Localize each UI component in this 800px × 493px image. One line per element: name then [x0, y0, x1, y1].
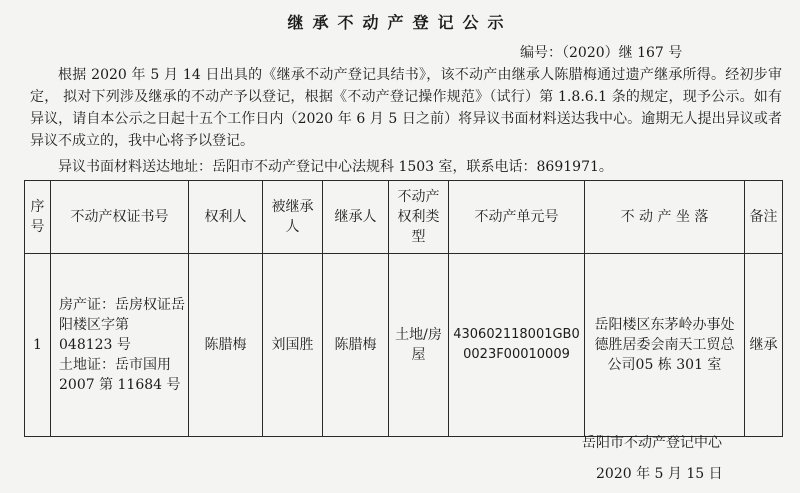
header-heir: 继承人: [323, 181, 389, 254]
header-remark: 备注: [745, 181, 783, 254]
cell-deceased: 刘国胜: [263, 254, 323, 437]
cert-land: 土地证：岳市国用 2007 第 11684 号: [59, 357, 181, 393]
cell-cert: [51, 254, 189, 437]
issue-date: 2020 年 5 月 15 日: [596, 466, 723, 482]
header-seq: 序号: [25, 181, 51, 254]
cell-owner: 陈腊梅: [189, 254, 263, 437]
cell-right-type: 土地/房屋: [389, 254, 449, 437]
cert-house: 房产证：岳房权证岳阳楼区字第 048123 号: [59, 297, 185, 353]
header-right-type: 不动产权利类型: [389, 181, 449, 254]
cell-location: 岳阳楼区东茅岭办事处德胜居委会南天工贸总公司05 栋 301 室: [585, 254, 745, 437]
issuing-organization: 岳阳市不动产登记中心: [582, 435, 722, 451]
table-header-row: [25, 181, 783, 254]
cell-heir: 陈腊梅: [323, 254, 389, 437]
notice-paragraph: 根据 2020 年 5 月 14 日出具的《继承不动产登记具结书》，该不动产由继承人陈腊梅通过遗产继承所得。经初步审定， 拟对下列涉及继承的不动产予以登记，根据《不动产登记操作规范》（试行）第 1.8.6.1 条的规定，现予公示。如有异议，请自本公示之日起十五个工作日内（2020 年 6 月 5 日之前）将异议书面材料送达我中心。逾期无人提出异议或者异议不成立的，我中心将予以登记。: [30, 67, 782, 149]
header-cert: 不动产权证书号: [51, 181, 189, 254]
header-location: 不 动 产 坐 落: [585, 181, 745, 254]
cell-unit-no: 430602118001GB00023F00010009: [449, 254, 585, 437]
cell-remark: 继承: [745, 254, 783, 437]
property-table: [24, 180, 783, 437]
notice-title: 继承不动产登记公示: [287, 13, 513, 32]
header-owner: 权利人: [189, 181, 263, 254]
objection-address: 异议书面材料送达地址：岳阳市不动产登记中心法规科 1503 室，联系电话：8691971。: [58, 159, 613, 175]
table-row: [25, 254, 783, 437]
cell-seq: 1: [25, 254, 51, 437]
document-number: 编号：（2020）继 167 号: [520, 45, 683, 61]
header-unit-no: 不动产单元号: [449, 181, 585, 254]
header-deceased: 被继承人: [263, 181, 323, 254]
